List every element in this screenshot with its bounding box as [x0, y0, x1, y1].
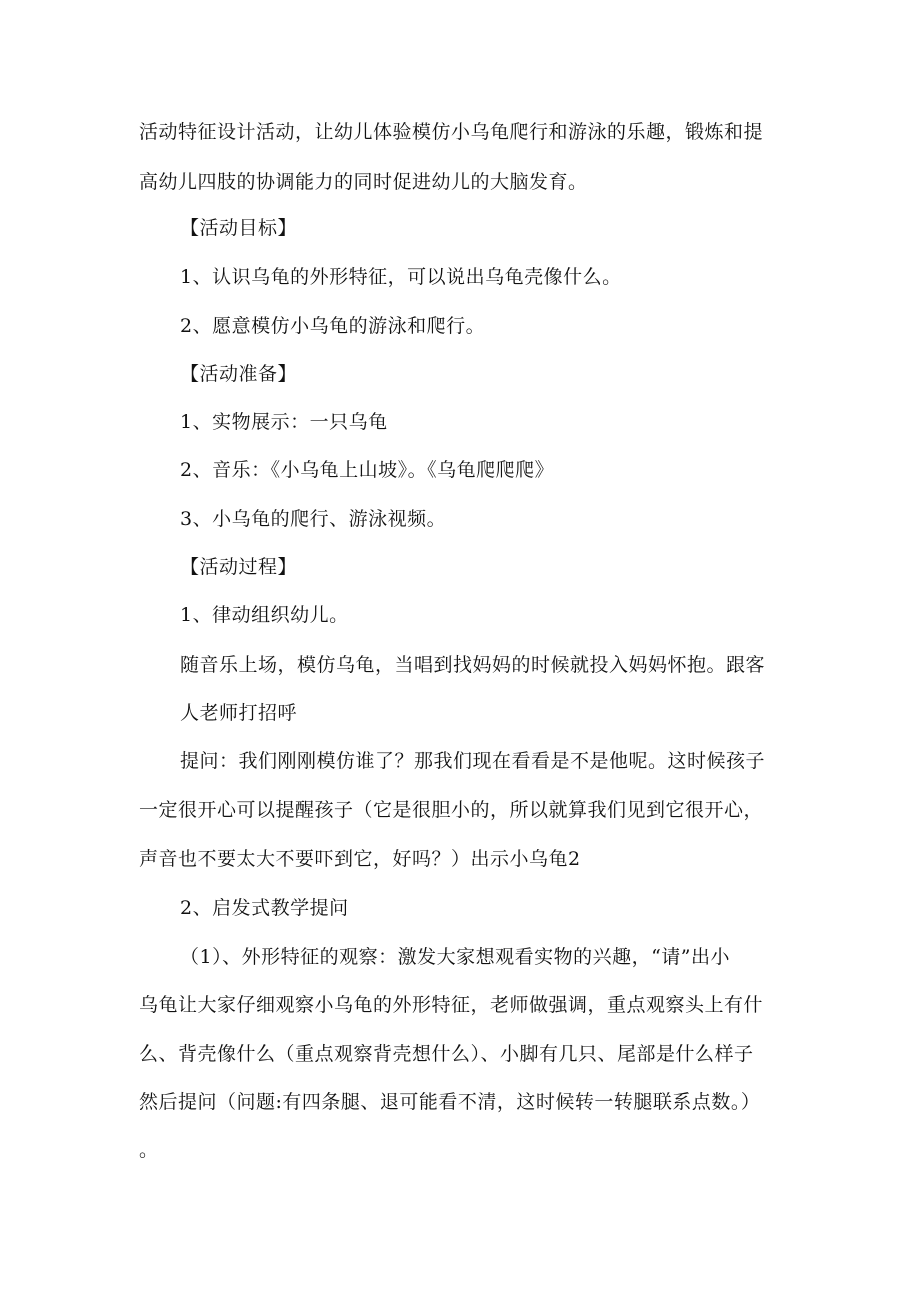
paragraph-line: 然后提问（问题:有四条腿、退可能看不清，这时候转一转腿联系点数。）: [139, 1091, 761, 1113]
paragraph-line: 么、背壳像什么（重点观察背壳想什么）、小脚有几只、尾部是什么样子: [139, 1043, 754, 1065]
paragraph-line: 。: [139, 1139, 159, 1161]
list-item: 1、律动组织幼儿。: [180, 604, 349, 626]
paragraph-line: 乌龟让大家仔细观察小乌龟的外形特征，老师做强调，重点观察头上有什: [139, 994, 764, 1016]
list-item: 1、实物展示：一只乌龟: [180, 411, 388, 433]
paragraph-line: 高幼儿四肢的协调能力的同时促进幼儿的大脑发育。: [139, 171, 588, 193]
section-heading: 【活动目标】: [180, 217, 298, 239]
paragraph-line: （1）、外形特征的观察：激发大家想观看实物的兴趣，“请”出小: [180, 946, 731, 968]
section-heading: 【活动过程】: [180, 556, 298, 578]
list-item: 2、音乐：《小乌龟上山坡》。《乌龟爬爬爬》: [180, 459, 555, 481]
paragraph-line: 人老师打招呼: [180, 702, 298, 724]
paragraph-line: 活动特征设计活动，让幼儿体验模仿小乌龟爬行和游泳的乐趣，锻炼和提: [139, 121, 764, 143]
list-item: 2、愿意模仿小乌龟的游泳和爬行。: [180, 315, 486, 337]
paragraph-line: 随音乐上场，模仿乌龟，当唱到找妈妈的时候就投入妈妈怀抱。跟客: [180, 654, 766, 676]
section-heading: 【活动准备】: [180, 363, 298, 385]
paragraph-line: 提问：我们刚刚模仿谁了？那我们现在看看是不是他呢。这时候孩子: [180, 750, 766, 772]
paragraph-line: 声音也不要太大不要吓到它，好吗？）出示小乌龟2: [139, 848, 581, 870]
list-item: 1、认识乌龟的外形特征，可以说出乌龟壳像什么。: [180, 266, 622, 288]
list-item: 3、小乌龟的爬行、游泳视频。: [180, 508, 447, 530]
list-item: 2、启发式教学提问: [180, 897, 349, 919]
paragraph-line: 一定很开心可以提醒孩子（它是很胆小的，所以就算我们见到它很开心，: [139, 799, 764, 821]
